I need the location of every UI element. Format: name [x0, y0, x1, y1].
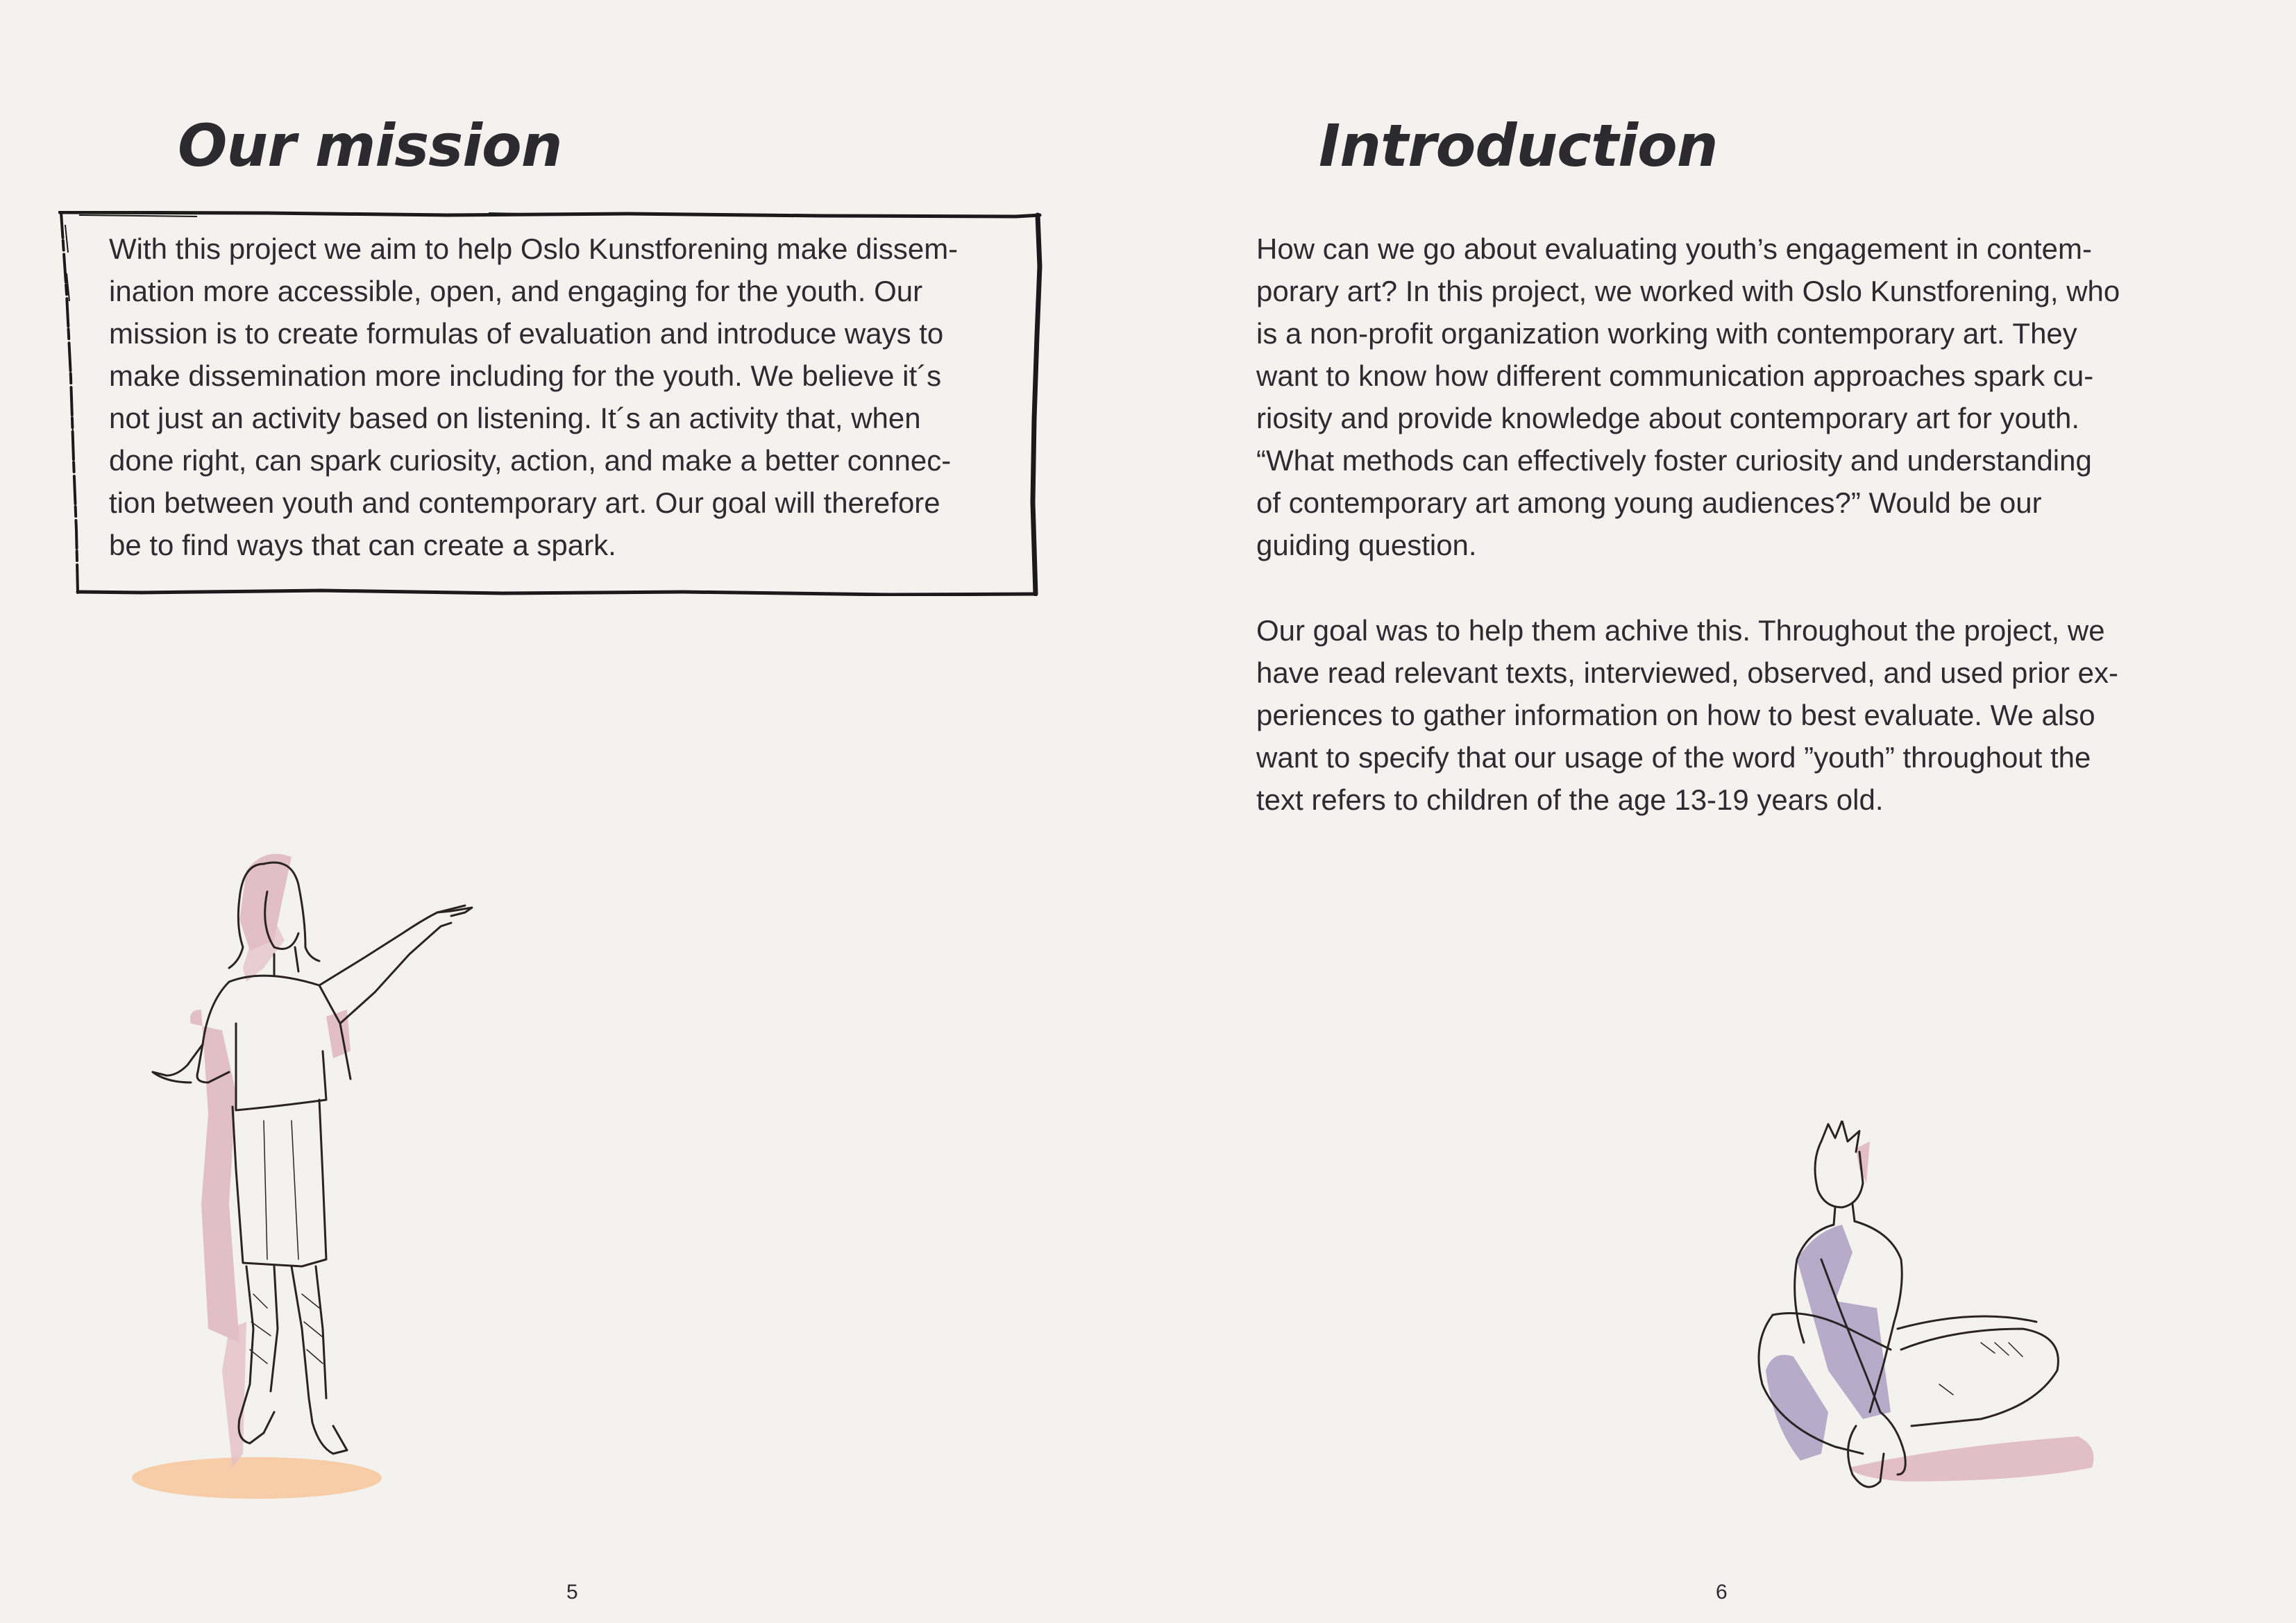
page-number: 6 — [1716, 1581, 1728, 1604]
mission-frame — [58, 211, 1044, 596]
mission-text: With this project we aim to help Oslo Kunstforening make dissem- ination more accessible, open, and engaging for the youth. Our mission is to create formulas of evaluation and introduce ways to make dissemination more including for the youth. We believe it´s not just an activity based on listening. It´s an activity that, when done right, can spark curiosity, action, and make a better connec- tion between youth and contemporary art. Our goal will therefore be to find ways that can create a spark. — [109, 232, 959, 561]
woman-presenting-icon — [125, 843, 569, 1509]
intro-paragraph-2: Our goal was to help them achive this. Throughout the project, we have read relevant texts, interviewed, observed, and used prior ex- periences to gather information on how to best evaluate. We also want to specify that our usage of the word ”youth” throughout the text refers to children of the age 13-19 years old. — [1256, 614, 2119, 816]
intro-paragraph-1: How can we go about evaluating youth’s engagement in contem- porary art? In this project, we worked with Oslo Kunstforening, who is a non-profit organization working with contemporary art. They want to know how different communication approaches spark cu- riosity and provide knowledge about contemporary art for youth. “What methods can effectively foster curiosity and understanding of contemporary art among young audiences?” Would be our guiding question. — [1256, 232, 2120, 561]
seated-person-icon — [1731, 1121, 2120, 1530]
introduction-heading: Introduction — [1319, 112, 1718, 180]
page-right — [1148, 0, 2296, 1623]
page-number: 5 — [566, 1581, 578, 1604]
mission-heading: Our mission — [178, 112, 562, 180]
